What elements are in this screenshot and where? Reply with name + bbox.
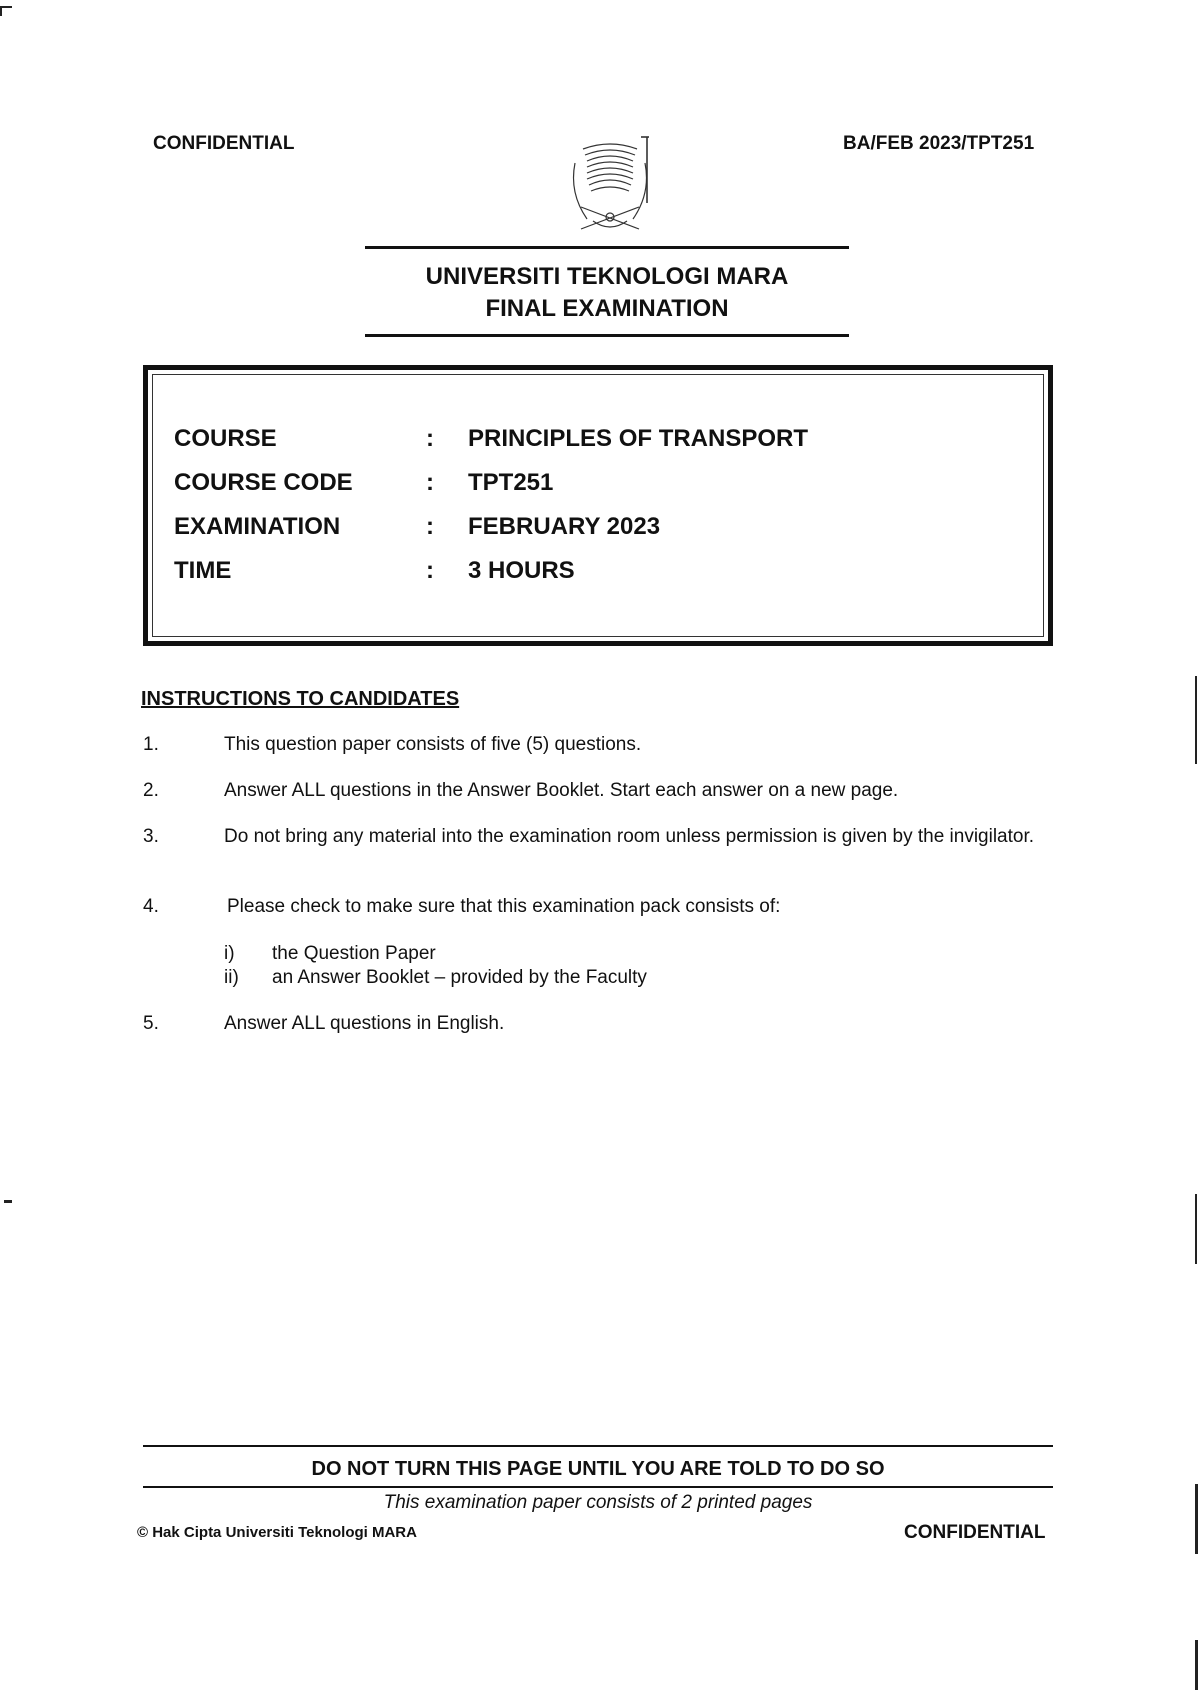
course-info-box-inner-border [152, 374, 1044, 637]
instructions-heading: INSTRUCTIONS TO CANDIDATES [141, 688, 460, 710]
course-value: PRINCIPLES OF TRANSPORT [468, 425, 809, 452]
pack-item-text: the Question Paper [272, 943, 436, 964]
confidential-label-top: CONFIDENTIAL [153, 133, 295, 154]
page-count-note: This examination paper consists of 2 printed pages [383, 1492, 813, 1513]
instruction-text: Answer ALL questions in the Answer Booklet. Start each answer on a new page. [224, 780, 899, 801]
instruction-text: Answer ALL questions in English. [224, 1013, 505, 1034]
title-rule-top [365, 246, 849, 249]
course-label: COURSE [174, 425, 277, 452]
footer-rule-top [143, 1445, 1053, 1447]
do-not-turn-warning: DO NOT TURN THIS PAGE UNTIL YOU ARE TOLD TO DO SO [311, 1458, 885, 1480]
scan-mark [1195, 1484, 1198, 1554]
course-separator: : [426, 425, 434, 452]
scan-mark [0, 6, 2, 16]
examination-value: FEBRUARY 2023 [468, 513, 661, 540]
instruction-text: Please check to make sure that this examination pack consists of: [227, 896, 781, 917]
pack-item-text: an Answer Booklet – provided by the Faculty [272, 967, 647, 988]
scan-mark [4, 1200, 12, 1203]
instruction-number: 2. [143, 780, 159, 801]
course-code-separator: : [426, 469, 434, 496]
confidential-label-bottom: CONFIDENTIAL [904, 1522, 1046, 1543]
instruction-text: Do not bring any material into the examination room unless permission is given by the invigilator. [224, 826, 1035, 847]
scan-mark [1195, 676, 1197, 764]
footer-rule-bottom [143, 1486, 1053, 1488]
course-code-label: COURSE CODE [174, 469, 353, 496]
course-info-box [143, 365, 1053, 646]
university-crest-icon [563, 133, 657, 241]
time-value: 3 HOURS [468, 557, 575, 584]
title-rule-bottom [365, 334, 849, 337]
copyright-notice: © Hak Cipta Universiti Teknologi MARA [137, 1524, 417, 1541]
university-name: UNIVERSITI TEKNOLOGI MARA [425, 263, 789, 290]
time-label: TIME [174, 557, 232, 584]
exam-type-title: FINAL EXAMINATION [485, 295, 729, 322]
instruction-text: This question paper consists of five (5) questions. [224, 734, 642, 755]
scan-mark [1195, 1194, 1197, 1264]
instruction-number: 4. [143, 896, 159, 917]
examination-label: EXAMINATION [174, 513, 341, 540]
course-code-value: TPT251 [468, 469, 554, 496]
instruction-number: 1. [143, 734, 159, 755]
examination-separator: : [426, 513, 434, 540]
pack-item-numeral: ii) [224, 967, 239, 988]
instruction-number: 5. [143, 1013, 159, 1034]
reference-code: BA/FEB 2023/TPT251 [843, 133, 1035, 154]
pack-item-numeral: i) [224, 943, 235, 964]
instruction-number: 3. [143, 826, 159, 847]
time-separator: : [426, 557, 434, 584]
scan-mark [1195, 1640, 1198, 1690]
